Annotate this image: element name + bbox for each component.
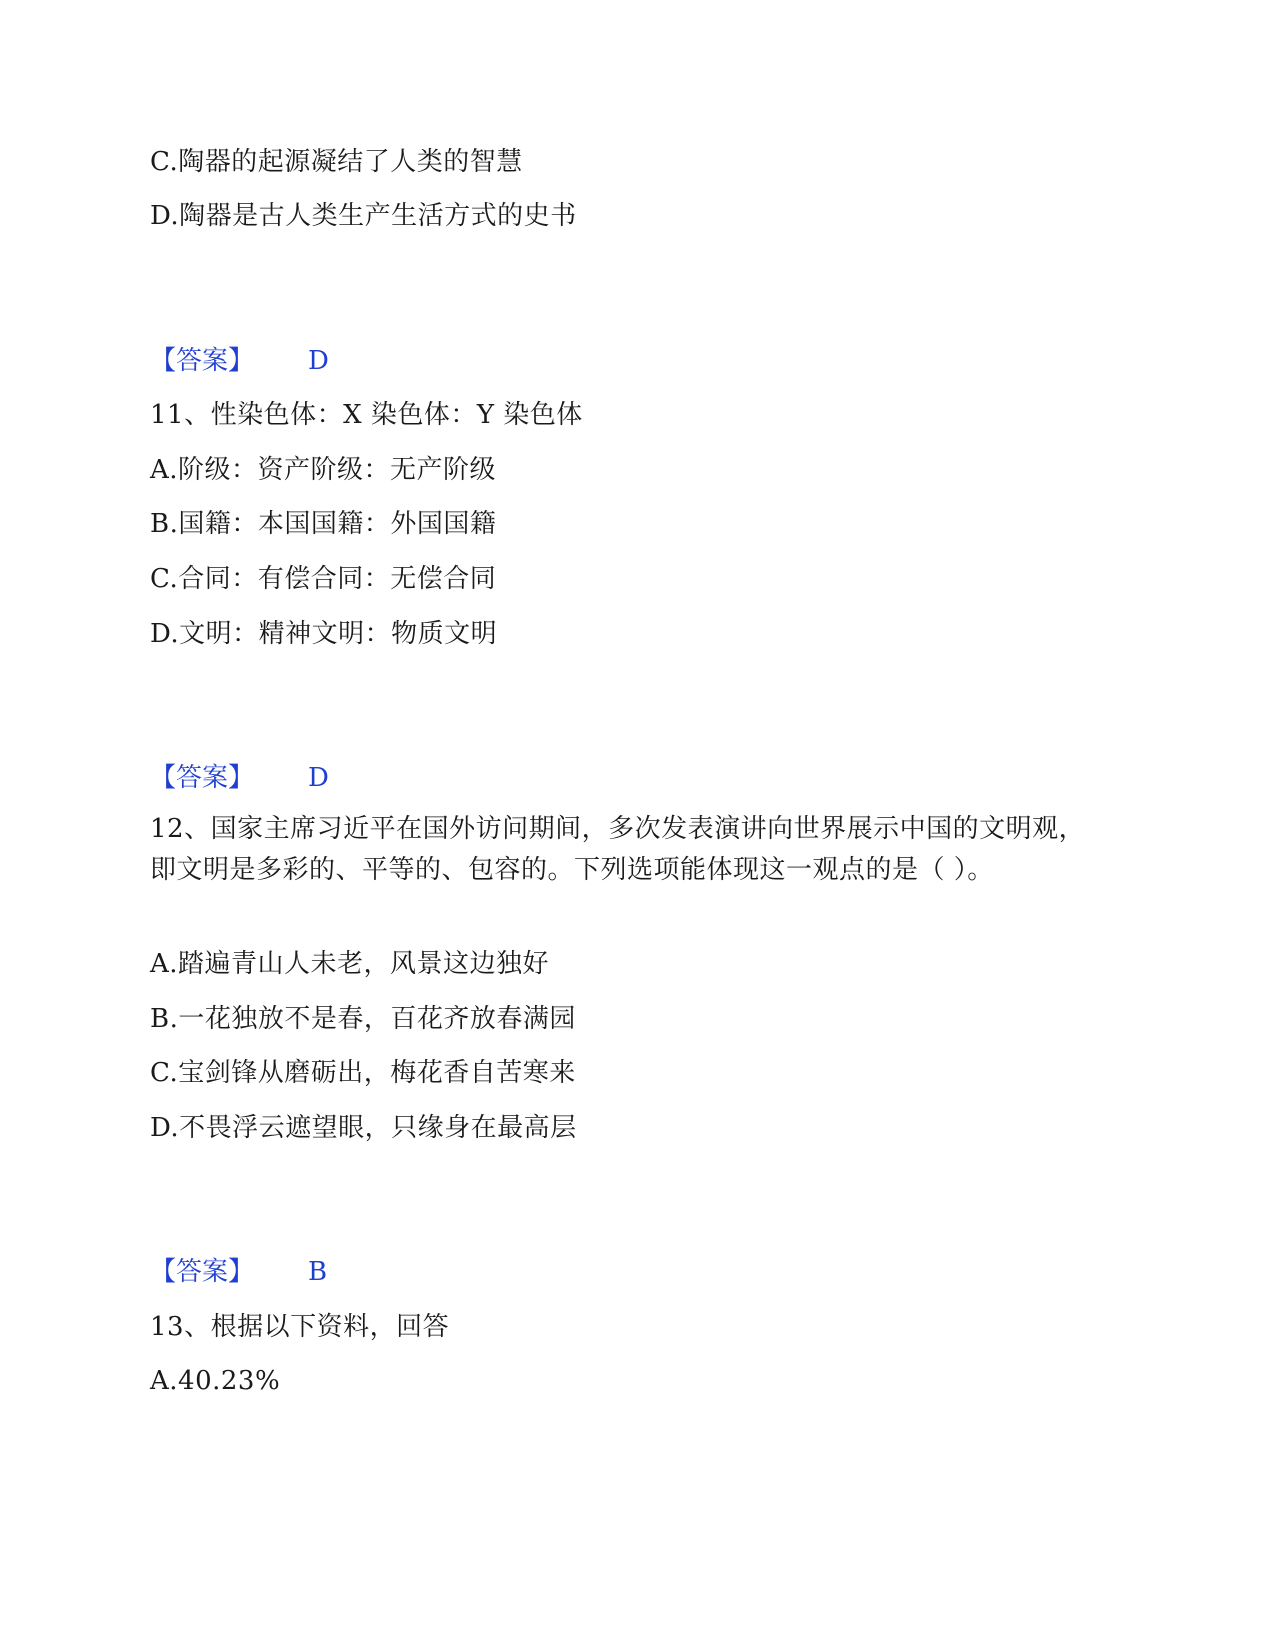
answer-value: D xyxy=(308,763,329,793)
q12-option-d: D.不畏浮云遮望眼，只缘身在最高层 xyxy=(150,1113,577,1143)
q12-option-b: B.一花独放不是春，百花齐放春满园 xyxy=(150,1004,576,1034)
answer-value: D xyxy=(308,346,329,376)
q11-answer xyxy=(150,764,329,792)
q11-stem: 11、性染色体：X 染色体：Y 染色体 xyxy=(150,400,583,430)
q13-stem: 13、根据以下资料，回答 xyxy=(150,1312,450,1342)
q12-option-c: C.宝剑锋从磨砺出，梅花香自苦寒来 xyxy=(150,1058,576,1088)
q11-option-d: D.文明：精神文明：物质文明 xyxy=(150,619,498,649)
q11-option-a: A.阶级：资产阶级：无产阶级 xyxy=(150,455,497,485)
q11-option-c: C.合同：有偿合同：无偿合同 xyxy=(150,564,497,594)
q10-answer xyxy=(150,347,329,375)
q12-stem: 12、国家主席习近平在国外访问期间，多次发表演讲向世界展示中国的文明观，即文明是多彩的、平等的、包容的。下列选项能体现这一观点的是（ ）。 xyxy=(150,814,1086,885)
q12-answer xyxy=(150,1258,327,1286)
q10-option-d: D.陶器是古人类生产生活方式的史书 xyxy=(150,201,577,231)
answer-value: B xyxy=(308,1257,328,1287)
answer-label: 【答案】 xyxy=(150,1257,255,1287)
answer-label: 【答案】 xyxy=(150,763,255,793)
answer-label: 【答案】 xyxy=(150,346,255,376)
q13-option-a: A.40.23% xyxy=(150,1366,281,1396)
q10-option-c: C.陶器的起源凝结了人类的智慧 xyxy=(150,147,523,177)
q11-option-b: B.国籍：本国国籍：外国国籍 xyxy=(150,509,497,539)
q12-option-a: A.踏遍青山人未老，风景这边独好 xyxy=(150,949,550,979)
